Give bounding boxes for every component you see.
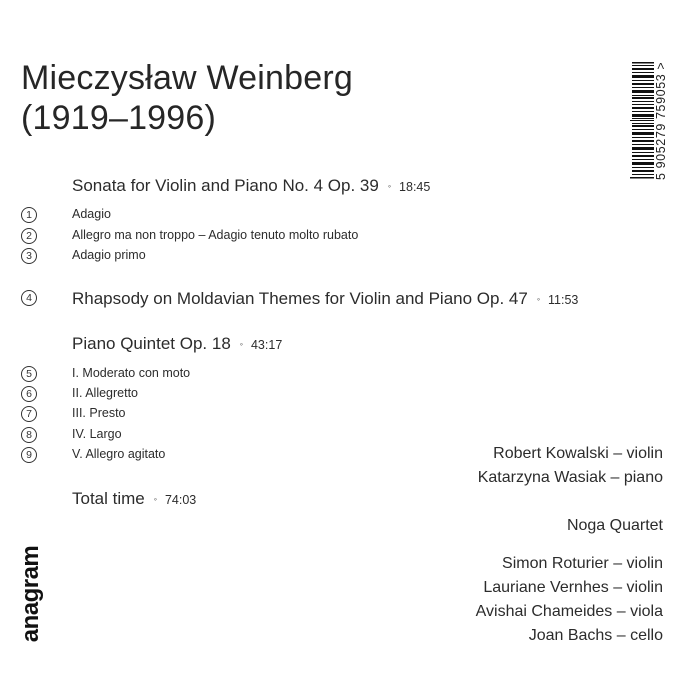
work-duration: 11:53	[548, 293, 579, 307]
performer: Joan Bachs – cello	[528, 627, 663, 644]
performer: Avishai Chameides – viola	[475, 603, 663, 620]
composer-dates: (1919–1996)	[21, 99, 217, 137]
work-title	[72, 334, 282, 354]
track-number: 7	[21, 406, 37, 422]
separator-dot-icon: ◦	[536, 294, 541, 304]
track-number: 5	[21, 366, 37, 382]
track-number: 3	[21, 248, 37, 264]
track-title: V. Allegro agitato	[72, 447, 166, 461]
track-title: III. Presto	[72, 406, 126, 420]
total-time	[72, 489, 196, 509]
track-title: IV. Largo	[72, 427, 122, 441]
separator-dot-icon: ◦	[153, 494, 157, 504]
barcode-icon	[630, 62, 654, 179]
label-logo: anagram	[17, 545, 44, 643]
work-duration: 43:17	[250, 338, 283, 352]
separator-dot-icon: ◦	[387, 181, 392, 191]
track-title: I. Moderato con moto	[72, 366, 191, 380]
track-number: 8	[21, 427, 37, 443]
barcode-digits: 5 905279 759053 >	[654, 61, 668, 180]
work-title-text: Rhapsody on Moldavian Themes for Violin and Piano Op. 47	[72, 289, 528, 308]
work-title-text: Sonata for Violin and Piano No. 4 Op. 39	[72, 176, 379, 195]
work-duration: 18:45	[399, 180, 431, 194]
separator-dot-icon: ◦	[239, 339, 243, 349]
total-time-value: 74:03	[164, 493, 197, 507]
track-number: 6	[21, 386, 37, 402]
track-number: 9	[21, 447, 37, 463]
total-time-label: Total time	[72, 489, 145, 508]
track-number: 4	[21, 290, 37, 306]
track-title: Adagio	[72, 207, 111, 221]
performer: Robert Kowalski – violin	[493, 445, 663, 462]
work-title-text: Piano Quintet Op. 18	[72, 334, 231, 353]
track-title: II. Allegretto	[72, 386, 139, 400]
work-title	[72, 289, 578, 309]
track-number: 1	[21, 207, 37, 223]
track-number: 2	[21, 228, 37, 244]
track-title: Adagio primo	[72, 248, 146, 262]
work-title	[72, 176, 430, 196]
performer: Simon Roturier – violin	[502, 555, 663, 572]
performer: Lauriane Vernhes – violin	[483, 579, 663, 596]
track-title: Allegro ma non troppo – Adagio tenuto molto rubato	[72, 228, 359, 242]
ensemble-name: Noga Quartet	[566, 517, 663, 534]
performer: Katarzyna Wasiak – piano	[477, 469, 663, 486]
composer-name: Mieczysław Weinberg	[21, 59, 353, 97]
